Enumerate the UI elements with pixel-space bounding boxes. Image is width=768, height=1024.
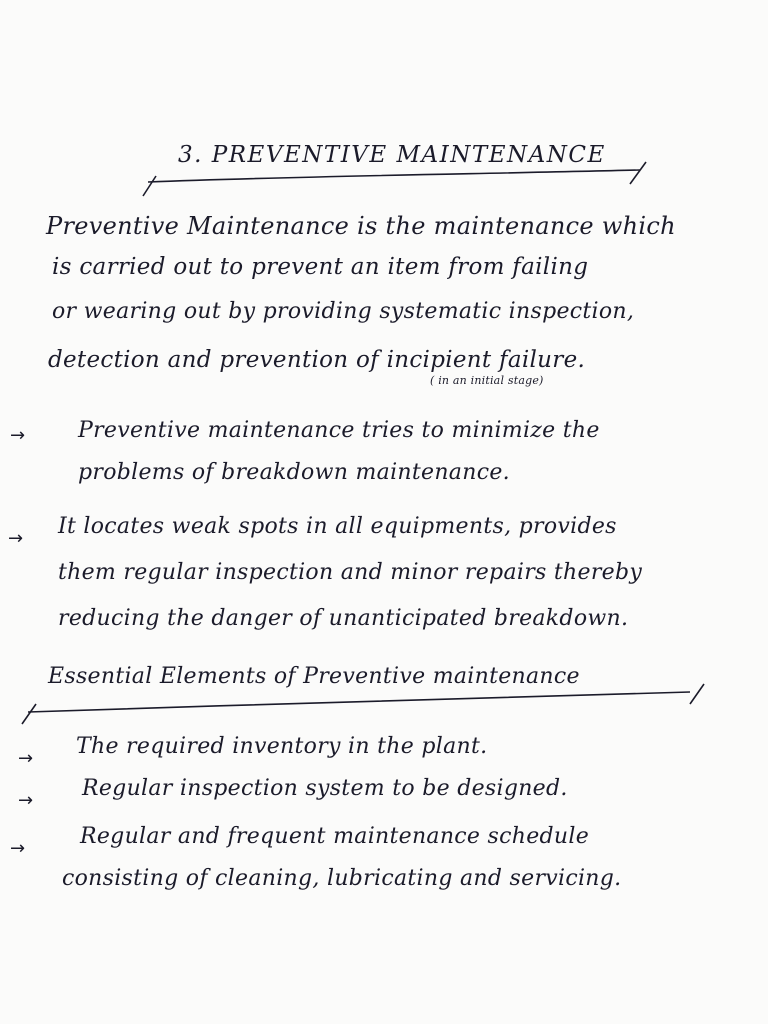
definition-note: ( in an initial stage) (430, 374, 544, 387)
element-1-line: The required inventory in the plant. (76, 734, 488, 759)
arrow-icon: → (8, 528, 24, 549)
heading-slash-left (22, 704, 36, 724)
point-1-line-2: problems of breakdown maintenance. (78, 460, 510, 485)
point-1-line-1: Preventive maintenance tries to minimize the (78, 418, 600, 443)
point-2-line-1: It locates weak spots in all equipments, provides (58, 514, 617, 539)
element-3-line-2: consisting of cleaning, lubricating and servicing. (62, 866, 622, 891)
definition-line-2: is carried out to prevent an item from failing (52, 254, 589, 280)
heading-underline (28, 692, 690, 712)
element-3-line-1: Regular and frequent maintenance schedule (80, 824, 590, 849)
arrow-icon: → (10, 838, 26, 859)
heading-slash-right (690, 684, 704, 704)
definition-line-4: detection and prevention of incipient failure. (48, 347, 586, 373)
page-title: 3. PREVENTIVE MAINTENANCE (178, 142, 606, 168)
arrow-icon: → (10, 425, 26, 446)
definition-line-1: Preventive Maintenance is the maintenance which (46, 212, 676, 240)
arrow-icon: → (18, 790, 34, 811)
arrow-icon: → (18, 748, 34, 769)
definition-line-3: or wearing out by providing systematic inspection, (52, 299, 635, 324)
section-heading: Essential Elements of Preventive maintenance (48, 664, 580, 689)
point-2-line-2: them regular inspection and minor repairs thereby (58, 560, 643, 585)
element-2-line: Regular inspection system to be designed. (82, 776, 568, 801)
point-2-line-3: reducing the danger of unanticipated breakdown. (58, 606, 629, 631)
title-underline (148, 170, 640, 182)
title-slash-left (143, 176, 156, 196)
title-slash-right (630, 162, 646, 184)
